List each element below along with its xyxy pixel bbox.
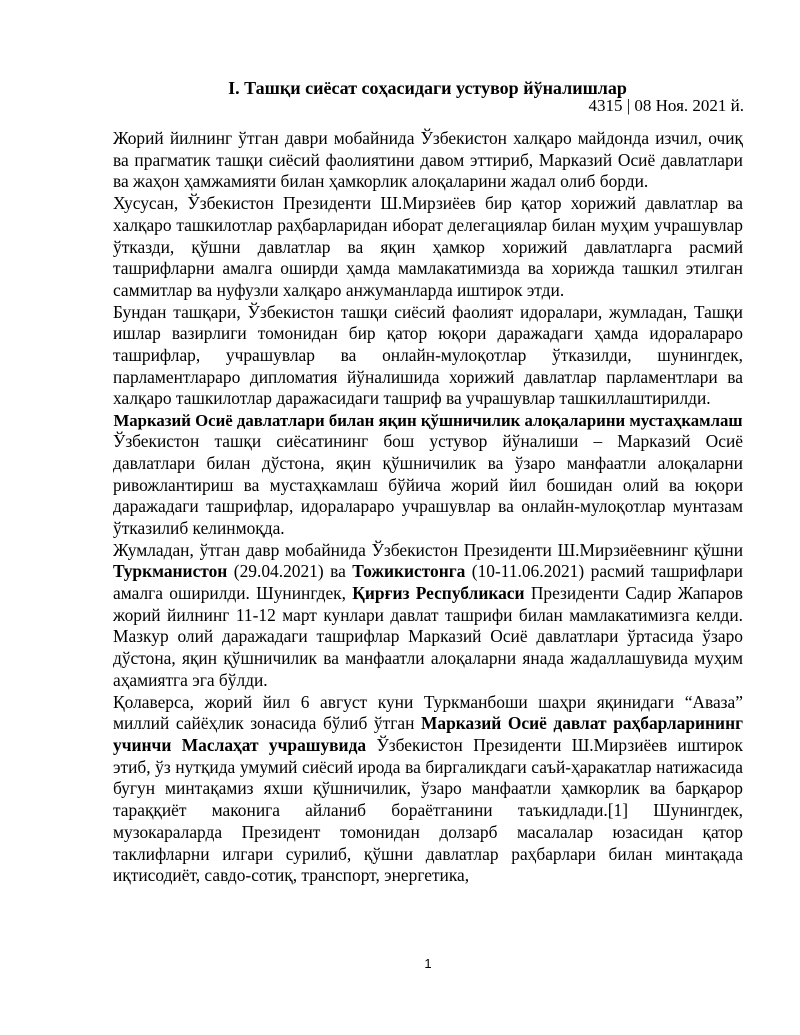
document-title: I. Ташқи сиёсат соҳасидаги устувор йўналишлар [228,78,627,98]
paragraph-6 [113,692,743,887]
paragraph-5-text-4: Президенти Садир Жапаров жорий йилнинг 11-12 март кунлари давлат ташрифи билан мамлакатимизга келди. Мазкур олий даражадаги ташрифлар Марказий Осиё давлатлари ўртасида ўзаро дўстона, яқин қўшничилик ва манфаатли алоқаларни янада жадаллашувида муҳим аҳамиятга эга бўлди. [113,583,743,690]
document-meta: 4315 | 08 Ноя. 2021 й. [588,96,744,115]
paragraph-6-text-1: Қолаверса, жорий йил 6 август куни Туркманбоши шаҳри яқинидаги “Аваза” миллий сайёҳлик зонасида бўлиб ўтган [113,691,743,734]
paragraph-5 [113,540,743,692]
paragraph-4: Ўзбекистон ташқи сиёсатининг бош устувор йўналиши – Марказий Осиё давлатлари билан дўстона, яқин қўшничилик ва ўзаро манфаатли алоқаларни ривожлантириш ва мустаҳкамлаш бўйича жорий йил бошидан олий ва юқори даражадаги ташрифлар, идоралараро учрашувлар ва онлайн-мулоқотлар мунтазам ўтказилиб келинмоқда. [113,431,743,538]
page-number: 1 [424,956,432,971]
bold-kyrgyz-republic: Қирғиз Республикаси [352,583,525,604]
paragraph-2: Хусусан, Ўзбекистон Президенти Ш.Мирзиёев бир қатор хорижий давлатлар ва халқаро ташкилотлар раҳбарларидан иборат делегациялар билан муҳим учрашувлар ўтказди, қўшни давлатлар ва яқин ҳамкор хорижий давлатларга расмий ташрифларни амалга оширди ҳамда мамлакатимизда ва хорижда ташкил этилган саммитлар ва нуфузли халқаро анжуманларда иштирок этди. [113,193,743,300]
bold-tajikistan: Тожикистонга [352,561,466,582]
paragraph-6-text-2: Ўзбекистон Президенти Ш.Мирзиёев иштирок этиб, ўз нутқида умумий сиёсий ирода ва биргаликдаги саъй-ҳаракатлар натижасида бугун минтақамиз яхши қўшничилик, ўзаро манфаатли ҳамкорлик ва барқарор тараққиёт маконига айланиб бораётганини таъкидлади.[1] Шунингдек, музокараларда Президент томонидан долзарб масалалар юзасидан қатор таклифларни илгари сурилиб, қўшни давлатлар раҳбарлари билан минтақада иқтисодиёт, савдо-сотиқ, транспорт, энергетика, [113,734,743,886]
paragraph-1: Жорий йилнинг ўтган даври мобайнида Ўзбекистон халқаро майдонда изчил, очиқ ва прагматик ташқи сиёсий фаолиятини давом эттириб, Марказий Осиё давлатлари ва жаҳон ҳамжамияти билан ҳамкорлик алоқаларини жадал олиб борди. [113,128,743,192]
bold-consultative-meeting: Марказий Осиё давлат раҳбарларининг учинчи Маслаҳат учрашувида [113,713,743,755]
bold-turkmenistan: Туркманистон [113,561,228,582]
paragraph-5-text-3: (10-11.06.2021) расмий ташрифлари амалга оширилди. Шунингдек, [113,561,743,604]
paragraph-5-text-2: (29.04.2021) ва [227,561,353,582]
paragraph-5-text-1: Жумладан, ўтган давр мобайнида Ўзбекистон Президенти Ш.Мирзиёевнинг қўшни [113,539,743,560]
section-subheading: Марказий Осиё давлатлари билан яқин қўшничилик алоқаларини мустаҳкамлаш [113,411,743,431]
paragraph-3: Бундан ташқари, Ўзбекистон ташқи сиёсий фаолият идоралари, жумладан, Ташқи ишлар вазирлиги томонидан бир қатор юқори даражадаги ҳамда идоралараро ташрифлар, учрашувлар ва онлайн-мулоқотлар ўтказилди, шунингдек, парламентлараро дипломатия йўналишида хорижий давлатлар парламентлари ва халқаро ташкилотлар даражасидаги ташриф ва учрашувлар ташкиллаштирилди. [113,301,743,409]
document-body [113,128,743,887]
